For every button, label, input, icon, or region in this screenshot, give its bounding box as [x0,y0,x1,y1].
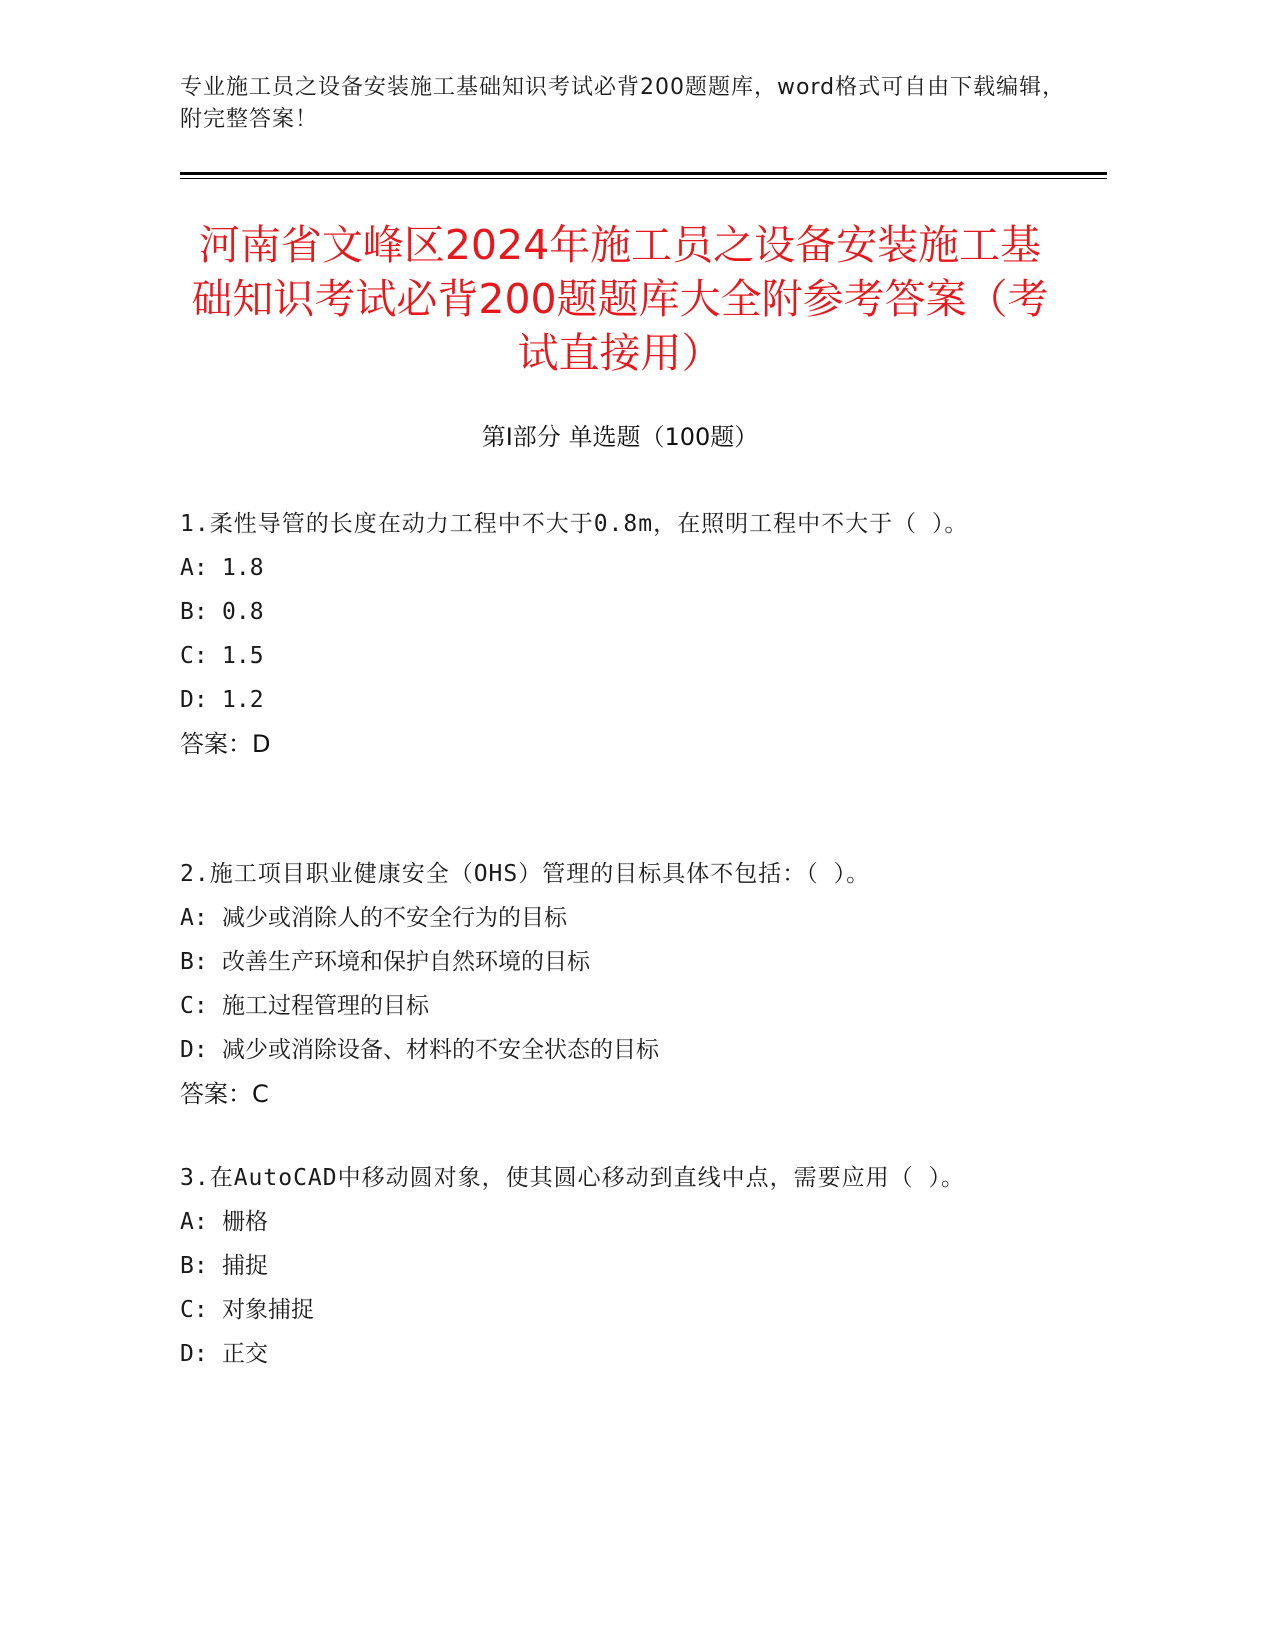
option-d [180,678,1040,722]
option-text: 栅格 [222,1209,268,1235]
option-b [180,590,1040,634]
option-letter: B: [180,1253,208,1279]
option-letter: B: [180,949,208,975]
option-c [180,634,1040,678]
option-text: 捕捉 [222,1253,268,1279]
answer-line: 答案：C [180,1080,269,1108]
header-divider-thick [180,172,1107,175]
question-2 [180,852,1040,1116]
option-letter: D: [180,1341,208,1367]
option-a [180,546,1040,590]
option-b [180,1244,1040,1288]
option-b [180,940,1040,984]
option-letter: C: [180,643,208,669]
option-text: 减少或消除人的不安全行为的目标 [222,905,567,931]
option-letter: D: [180,1037,208,1063]
option-text: 1.2 [222,687,264,713]
option-text: 正交 [222,1341,268,1367]
header-divider-thin [180,178,1107,179]
option-text: 1.8 [222,555,264,581]
header-note: 专业施工员之设备安装施工基础知识考试必背200题题库，word格式可自由下载编辑，附完整答案！ [180,75,1066,132]
option-a [180,1200,1040,1244]
option-c [180,984,1040,1028]
document-title: 河南省文峰区2024年施工员之设备安装施工基础知识考试必背200题题库大全附参考答案（考试直接用） [191,221,1049,377]
option-letter: D: [180,687,208,713]
option-c [180,1288,1040,1332]
option-text: 1.5 [222,643,264,669]
option-letter: A: [180,1209,208,1235]
section-heading: 第Ⅰ部分 单选题（100题） [481,423,759,451]
question-text: 3.在AutoCAD中移动圆对象，使其圆心移动到直线中点，需要应用（ ）。 [180,1165,965,1191]
option-a [180,896,1040,940]
option-letter: A: [180,905,208,931]
option-text: 0.8 [222,599,264,625]
option-d [180,1028,1040,1072]
option-letter: B: [180,599,208,625]
option-text: 施工过程管理的目标 [222,993,429,1019]
question-text: 2.施工项目职业健康安全（OHS）管理的目标具体不包括：（ ）。 [180,861,871,887]
option-letter: C: [180,993,208,1019]
answer-line: 答案：D [180,730,271,758]
option-letter: A: [180,555,208,581]
option-d [180,1332,1040,1376]
option-text: 对象捕捉 [222,1297,314,1323]
question-3 [180,1156,1040,1376]
option-text: 减少或消除设备、材料的不安全状态的目标 [222,1037,659,1063]
option-letter: C: [180,1297,208,1323]
question-1 [180,502,1040,766]
question-text: 1.柔性导管的长度在动力工程中不大于0.8m，在照明工程中不大于（ ）。 [180,511,969,537]
option-text: 改善生产环境和保护自然环境的目标 [222,949,590,975]
